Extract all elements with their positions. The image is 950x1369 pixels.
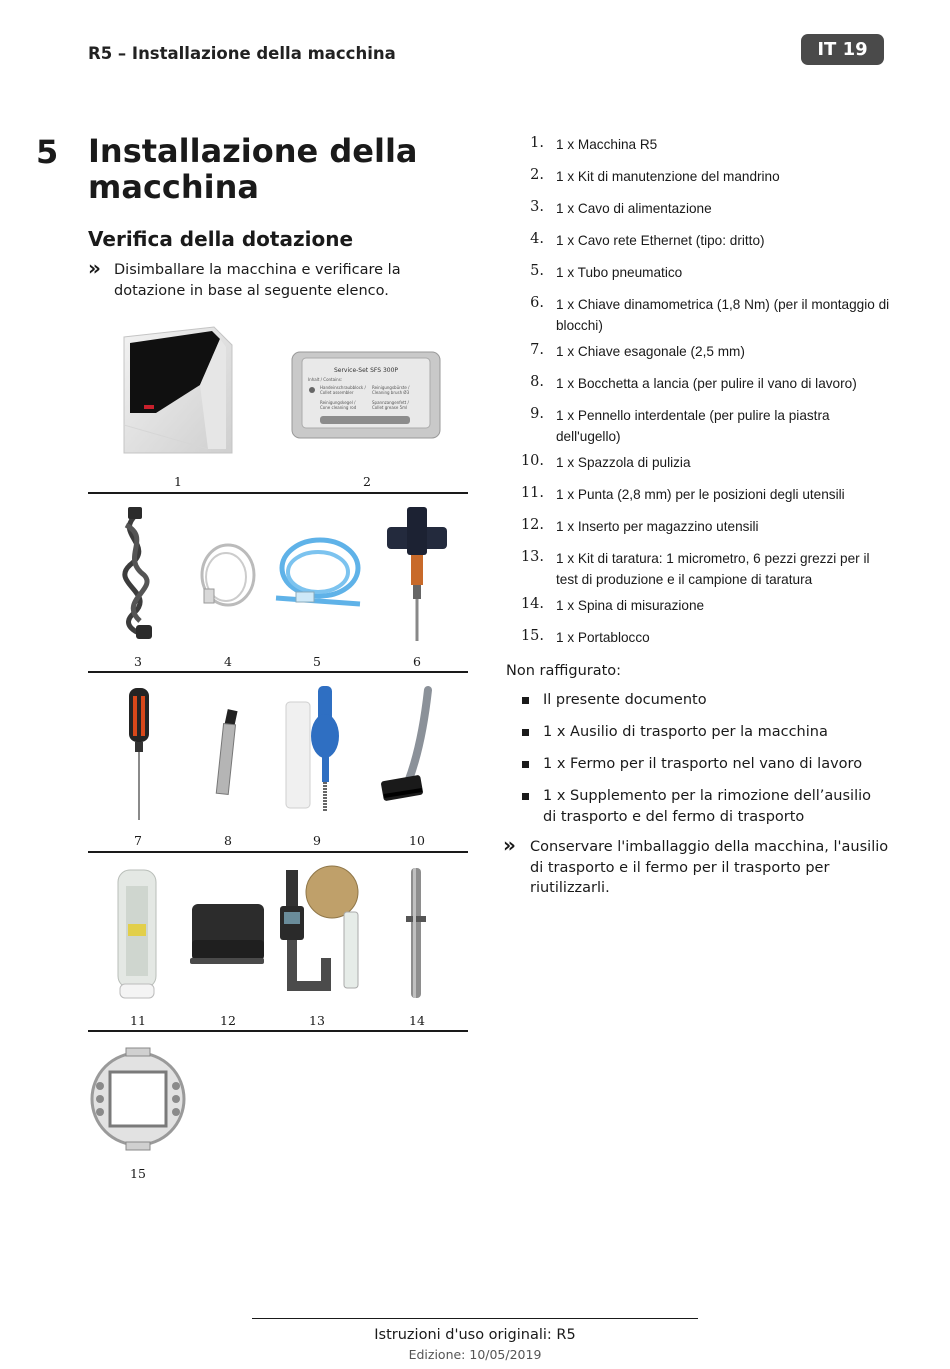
ethernet-cable-image	[196, 535, 260, 615]
not-pictured-title: Non raffigurato:	[506, 663, 622, 679]
running-header: R5 – Installazione della macchina	[88, 44, 396, 63]
torque-wrench-image	[385, 505, 449, 645]
footer-edition: Edizione: 10/05/2019	[408, 1347, 542, 1362]
drill-bit-tube-image	[114, 866, 160, 1000]
kit-label-line-a1: Handeinschraubblock /	[320, 385, 366, 390]
instruction-marker: »	[503, 833, 516, 857]
figure-label: 2	[363, 474, 371, 489]
hex-key-image	[124, 686, 154, 822]
pneumatic-tube-image	[270, 528, 364, 618]
outro-instruction: Conservare l'imballaggio della macchina, l'ausilio di trasporto e il fermo per il trasporto per riutilizzarli.	[530, 839, 889, 896]
kit-label-line-a2: Collet assembler	[320, 390, 354, 395]
interdental-brush-image	[282, 684, 362, 816]
tool-magazine-insert-image	[188, 900, 266, 966]
figure-label: 9	[313, 833, 321, 848]
block-holder-image	[88, 1046, 188, 1152]
kit-label-heading: Inhalt / Contains:	[308, 377, 343, 382]
figure-label: 4	[224, 654, 232, 669]
figure-label: 5	[313, 654, 321, 669]
kit-label-line-b2: Cleaning brush Ø3	[372, 390, 410, 395]
square-bullet-icon	[522, 729, 529, 736]
spindle-maintenance-kit-image	[290, 348, 442, 440]
figure-row-4-rule	[88, 1030, 468, 1032]
kit-label-line-d1: Spannzangenfett /	[372, 400, 409, 405]
cleaning-brush-image	[378, 686, 438, 812]
figure-label: 7	[134, 833, 142, 848]
figure-label: 1	[174, 474, 182, 489]
figure-label: 6	[413, 654, 421, 669]
figure-label: 14	[409, 1013, 425, 1028]
instruction-marker: »	[88, 256, 101, 280]
chapter-number: 5	[36, 133, 59, 171]
section-title: Verifica della dotazione	[88, 227, 354, 251]
collet-icon	[309, 387, 315, 393]
chapter-title: Installazione della macchina	[88, 132, 418, 206]
footer-title: Istruzioni d'uso originali: R5	[374, 1327, 576, 1343]
kit-label-line-d2: Collet grease 5ml	[372, 405, 408, 410]
page-number-badge: IT 19	[801, 34, 884, 65]
kit-label-line-c2: Cone cleaning rod	[320, 405, 357, 410]
kit-label-line-b1: Reinigungsbürste /	[372, 385, 410, 390]
kit-label-line-c1: Reinigungskegel /	[320, 400, 356, 405]
figure-label: 8	[224, 833, 232, 848]
square-bullet-icon	[522, 793, 529, 800]
square-bullet-icon	[522, 761, 529, 768]
figure-label: 11	[130, 1013, 146, 1028]
power-cable-image	[106, 505, 166, 640]
kit-label-title: Service-Set SFS 300P	[333, 367, 399, 374]
machine-r5-image	[116, 325, 236, 460]
lance-nozzle-image	[208, 708, 248, 800]
footer-divider	[252, 1318, 698, 1319]
intro-instruction: Disimballare la macchina e verificare la dotazione in base al seguente elenco.	[114, 262, 401, 299]
figure-label: 12	[220, 1013, 236, 1028]
figure-label: 3	[134, 654, 142, 669]
measuring-pin-image	[404, 866, 428, 1000]
calibration-kit-image	[276, 866, 364, 1000]
figure-label: 13	[309, 1013, 325, 1028]
square-bullet-icon	[522, 697, 529, 704]
figure-label: 10	[409, 833, 425, 848]
figure-label: 15	[130, 1166, 146, 1181]
